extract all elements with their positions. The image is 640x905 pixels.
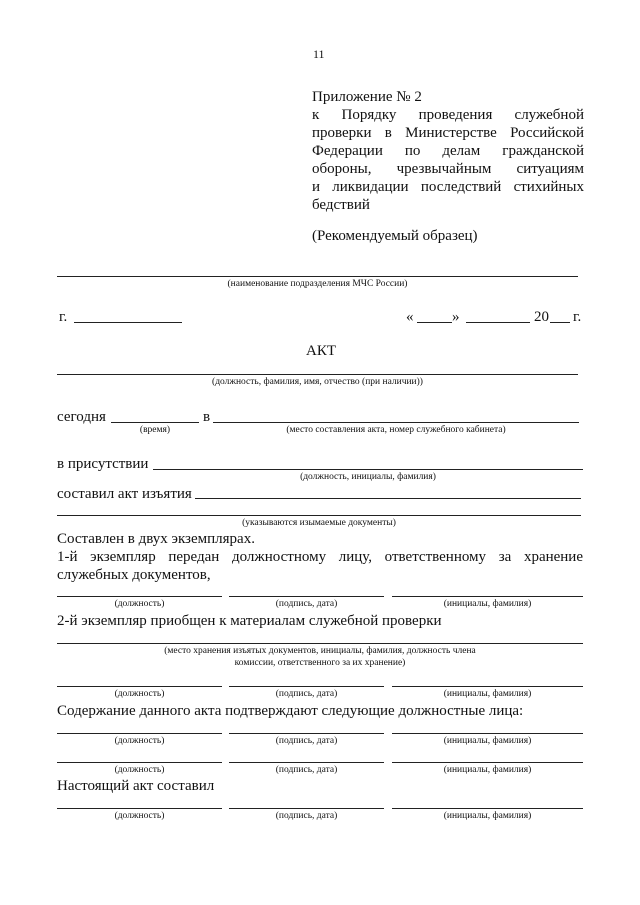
time-line bbox=[111, 422, 199, 423]
copy1-line-1: 1-й экземпляр передан должностному лицу, ответственному за хранение bbox=[57, 549, 583, 565]
storage-line bbox=[57, 643, 583, 644]
sig4-position-caption: (должность) bbox=[114, 765, 165, 775]
unit-name-caption: (наименование подразделения МЧС России) bbox=[227, 279, 408, 289]
year-suffix: г. bbox=[573, 309, 582, 325]
in-label: в bbox=[203, 409, 211, 425]
city-prefix: г. bbox=[59, 309, 68, 325]
sig5-name-line bbox=[392, 808, 583, 809]
confirm-text: Содержание данного акта подтверждают следующие должностные лица: bbox=[57, 703, 524, 719]
storage-caption-2: комиссии, ответственного за их хранение) bbox=[234, 658, 406, 668]
sig1-position-caption: (должность) bbox=[114, 599, 165, 609]
sig5-signature-line bbox=[229, 808, 384, 809]
presence-label: в присутствии bbox=[57, 456, 149, 472]
copy1-line-2: служебных документов, bbox=[57, 567, 211, 583]
documents-line bbox=[57, 515, 581, 516]
appendix-title: Приложение № 2 bbox=[312, 89, 422, 105]
sample-note: (Рекомендуемый образец) bbox=[312, 228, 478, 244]
sig5-position-caption: (должность) bbox=[114, 811, 165, 821]
sig1-name-caption: (инициалы, фамилия) bbox=[443, 599, 532, 609]
sig5-position-line bbox=[57, 808, 222, 809]
sig2-position-line bbox=[57, 686, 222, 687]
storage-caption-1: (место хранения изъятых документов, инициалы, фамилия, должность члена bbox=[164, 646, 476, 656]
year-line bbox=[550, 322, 570, 323]
appendix-line-5: и ликвидации последствий стихийных bbox=[312, 179, 584, 195]
appendix-line-4: обороны, чрезвычайным ситуациям bbox=[312, 161, 584, 177]
sig3-signature-caption: (подпись, дата) bbox=[275, 736, 338, 746]
presence-line bbox=[153, 469, 583, 470]
sig1-signature-line bbox=[229, 596, 384, 597]
sig3-name-caption: (инициалы, фамилия) bbox=[443, 736, 532, 746]
month-line bbox=[466, 322, 530, 323]
unit-name-line bbox=[57, 276, 578, 277]
sig2-signature-caption: (подпись, дата) bbox=[275, 689, 338, 699]
act-title: АКТ bbox=[306, 343, 336, 359]
appendix-line-1: к Порядку проведения служебной bbox=[312, 107, 584, 123]
copy2-text: 2-й экземпляр приобщен к материалам служебной проверки bbox=[57, 613, 442, 629]
sig4-name-caption: (инициалы, фамилия) bbox=[443, 765, 532, 775]
sig4-position-line bbox=[57, 762, 222, 763]
place-caption: (место составления акта, номер служебного кабинета) bbox=[286, 425, 506, 435]
sig3-position-caption: (должность) bbox=[114, 736, 165, 746]
sig5-name-caption: (инициалы, фамилия) bbox=[443, 811, 532, 821]
sig1-signature-caption: (подпись, дата) bbox=[275, 599, 338, 609]
date-open-quote: « bbox=[406, 309, 414, 325]
page-number: 11 bbox=[313, 47, 325, 61]
appendix-line-3: Федерации по делам гражданской bbox=[312, 143, 584, 159]
time-caption: (время) bbox=[139, 425, 171, 435]
today-label: сегодня bbox=[57, 409, 106, 425]
day-line bbox=[417, 322, 452, 323]
sig1-position-line bbox=[57, 596, 222, 597]
sig4-name-line bbox=[392, 762, 583, 763]
documents-caption: (указываются изымаемые документы) bbox=[242, 518, 396, 528]
date-close-quote: » bbox=[452, 309, 460, 325]
sig2-position-caption: (должность) bbox=[114, 689, 165, 699]
place-line bbox=[213, 422, 579, 423]
sig3-position-line bbox=[57, 733, 222, 734]
sig3-name-line bbox=[392, 733, 583, 734]
copies-text: Составлен в двух экземплярах. bbox=[57, 531, 255, 547]
appendix-line-2: проверки в Министерстве Российской bbox=[312, 125, 584, 141]
sig2-signature-line bbox=[229, 686, 384, 687]
sig3-signature-line bbox=[229, 733, 384, 734]
sig5-signature-caption: (подпись, дата) bbox=[275, 811, 338, 821]
sig4-signature-caption: (подпись, дата) bbox=[275, 765, 338, 775]
appendix-last-line: бедствий bbox=[312, 197, 370, 213]
composed-text: Настоящий акт составил bbox=[57, 778, 215, 794]
seizure-label: составил акт изъятия bbox=[57, 486, 192, 502]
official-caption: (должность, фамилия, имя, отчество (при наличии)) bbox=[212, 377, 423, 387]
sig2-name-caption: (инициалы, фамилия) bbox=[443, 689, 532, 699]
sig4-signature-line bbox=[229, 762, 384, 763]
seizure-line bbox=[195, 498, 581, 499]
sig1-name-line bbox=[392, 596, 583, 597]
presence-caption: (должность, инициалы, фамилия) bbox=[300, 472, 436, 482]
city-line bbox=[74, 322, 182, 323]
sig2-name-line bbox=[392, 686, 583, 687]
year-prefix: 20 bbox=[534, 309, 549, 325]
official-line bbox=[57, 374, 578, 375]
